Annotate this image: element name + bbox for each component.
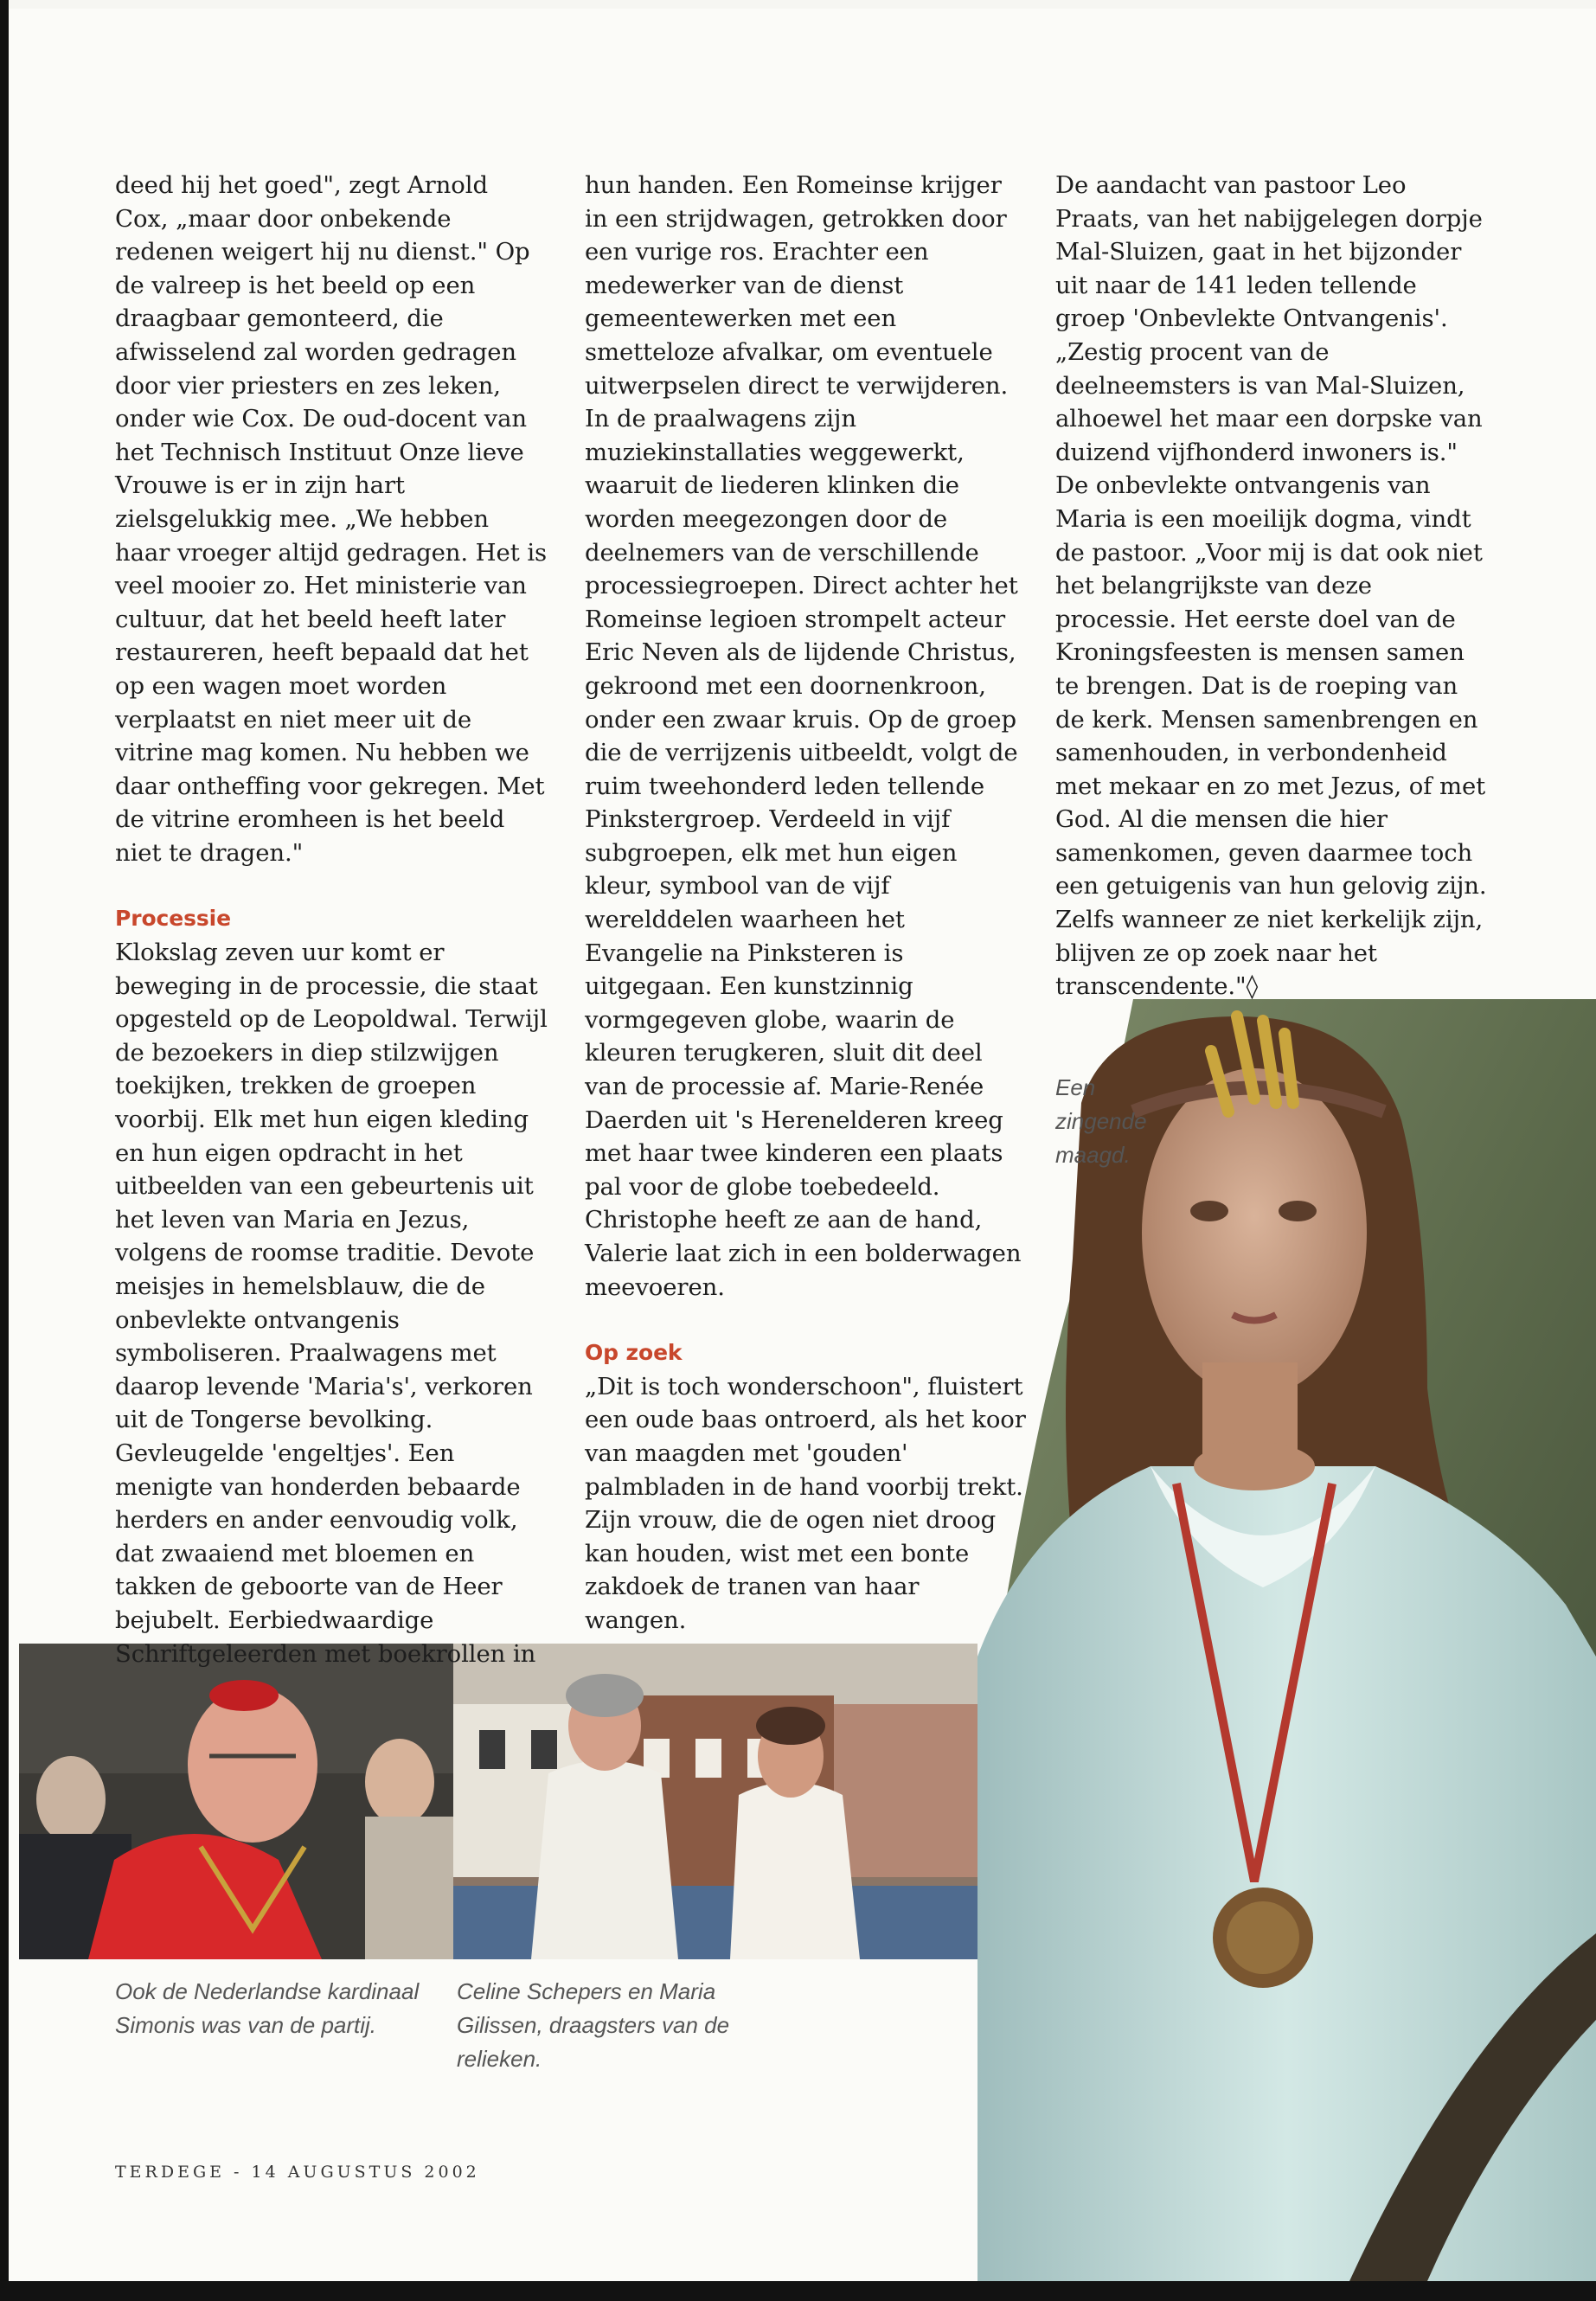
photo-singing-maiden: [977, 999, 1596, 2281]
paragraph-gap: [115, 869, 548, 902]
paragraph: deed hij het goed", zegt Arnold Cox, „maar door onbekende redenen weigert hij nu dienst." Op de valreep is het beeld op een draagbaar gemonteerd, die afwisselend zal worden gedragen door vier priesters en zes leken, onder wie Cox. De oud-docent van het Technisch Instituut Onze lieve Vrouwe is er in zijn hart zielsgelukkig mee. „We hebben haar vroeger altijd gedragen. Het is veel mooier zo. Het ministerie van cultuur, dat het beeld heeft later restaureren, heeft bepaald dat het op een wagen moet worden verplaatst en niet meer uit de vitrine mag komen. Nu hebben we daar ontheffing voor gekregen. Met de vitrine eromheen is het beeld niet te dragen.": [115, 171, 548, 867]
scan-bottom-edge: [0, 2281, 1596, 2301]
photo-cardinal: [19, 1644, 453, 1959]
paragraph: De onbevlekte ontvangenis van Maria is een moeilijk dogma, vindt de pastoor. „Voor mij is dat ook niet het belangrijkste van deze processie. Het eerste doel van de Kroningsfeesten is mensen samen te brengen. Dat is de roeping van de kerk. Mensen samenbrengen en samenhouden, in verbondenheid met mekaar en zo met Jezus, of met God. Al die mensen die hier samenkomen, geven daarmee toch een getuigenis van hun gelovig zijn. Zelfs wanneer ze niet kerkelijk zijn, blijven ze op zoek naar het transcendente."◊: [1055, 471, 1487, 1001]
paragraph: Klokslag zeven uur komt er beweging in de processie, die staat opgesteld op de Leopoldwal. Terwijl de bezoekers in diep stilzwijgen toekijken, trekken de groepen voorbij. Elk met hun eigen kleding en hun eigen opdracht in het uitbeelden van een gebeurtenis uit het leven van Maria en Jezus, volgens de roomse traditie. Devote meisjes in hemelsblauw, die de onbevlekte ontvangenis symboliseren. Praalwagens met daarop levende 'Maria's', verkoren uit de Tongerse bevolking. Gevleugelde 'engeltjes'. Een menigte van honderden bebaarde herders en ander eenvoudig volk, dat zwaaiend met bloemen en takken de geboorte van de Heer bejubelt. Eerbiedwaardige Schriftgeleerden met boekrollen in: [115, 939, 548, 1668]
text-column-2: [585, 169, 1026, 1638]
paragraph: hun handen. Een Romeinse krijger in een strijdwagen, getrokken door een vurige ros. Erachter een medewerker van de dienst gemeentewerken met een smetteloze afvalkar, om eventuele uitwerpselen direct te verwijderen.: [585, 171, 1009, 400]
section-heading-processie: Processie: [115, 906, 231, 932]
paragraph-gap: [585, 1304, 1026, 1336]
scan-top-edge: [0, 0, 1596, 9]
section-heading-op-zoek: Op zoek: [585, 1340, 683, 1366]
paragraph: In de praalwagens zijn muziekinstallaties weggewerkt, waaruit de liederen klinken die worden meegezongen door de deelnemers van de verschillende processiegroepen. Direct achter het Romeinse legioen strompelt acteur Eric Neven als de lijdende Christus, gekroond met een doornenkroon, onder een zwaar kruis. Op de groep die de verrijzenis uitbeeldt, volgt de ruim tweehonderd leden tellende Pinkstergroep. Verdeeld in vijf subgroepen, elk met hun eigen kleur, symbool van de vijf werelddelen waarheen het Evangelie na Pinksteren is uitgegaan. Een kunstzinnig vormgegeven globe, waarin de kleuren terugkeren, sluit dit deel van de processie af. Marie-Renée Daerden uit 's Herenelderen kreeg met haar twee kinderen een plaats pal voor de globe toebedeeld. Christophe heeft ze aan de hand, Valerie laat zich in een bolderwagen meevoeren.: [585, 405, 1022, 1301]
caption-cardinal: Ook de Nederlandse kardinaal Simonis was van de partij.: [115, 1978, 420, 2038]
text-column-3: [1055, 169, 1488, 1003]
caption-singing-maiden: Een zingende maagd.: [1055, 1074, 1147, 1168]
photo-relic-bearers: [453, 1644, 977, 1959]
caption-relic-bearers: Celine Schepers en Maria Gilissen, draagsters van de relieken.: [457, 1978, 730, 2072]
scan-left-edge: [0, 0, 9, 2301]
text-column-1: [115, 169, 548, 1670]
paragraph: „Dit is toch wonderschoon", fluistert een oude baas ontroerd, als het koor van maagden met 'gouden' palmbladen in de hand voorbij trekt. Zijn vrouw, die de ogen niet droog kan houden, wist met een bonte zakdoek de tranen van haar wangen.: [585, 1372, 1026, 1634]
page-footer: TERDEGE - 14 AUGUSTUS 2002: [115, 2163, 480, 2182]
paragraph: De aandacht van pastoor Leo Praats, van het nabijgelegen dorpje Mal-Sluizen, gaat in het bijzonder uit naar de 141 leden tellende groep 'Onbevlekte Ontvangenis'. „Zestig procent van de deelneemsters is van Mal-Sluizen, alhoewel het maar een dorpske van duizend vijfhonderd inwoners is.": [1055, 171, 1483, 466]
